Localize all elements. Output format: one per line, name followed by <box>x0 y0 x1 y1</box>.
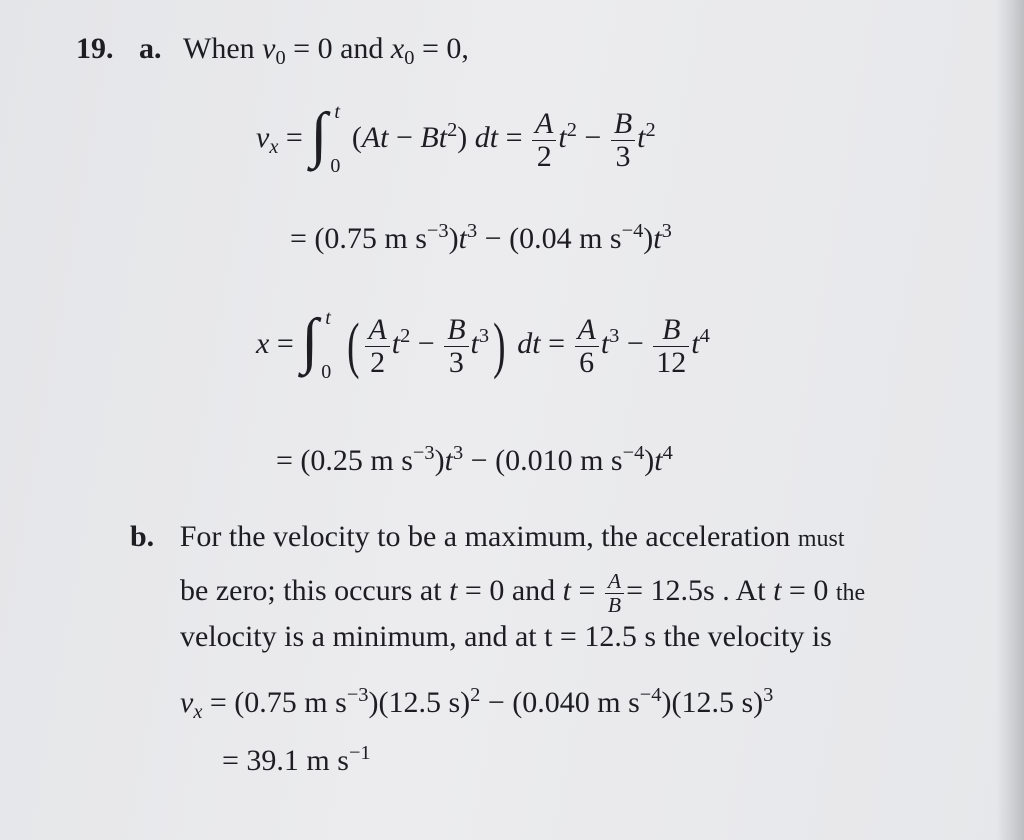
integral-sign: ∫ t 0 <box>310 101 341 177</box>
fraction-b-over-3: $\frac{B}{3}$ <box>444 314 468 378</box>
equation-vx-integral: $v_x$ = ∫ t 0 $(At - Bt^2)$ dt = $\frac{A}{2}$ $t^2$ − $\frac{B}{3}$ $t^2$ <box>256 101 656 177</box>
fraction-a-over-2: $\frac{A}{2}$ <box>365 314 389 378</box>
fraction-a-over-2: $\frac{A}{2}$ <box>532 108 556 172</box>
problem-19-intro <box>76 32 469 70</box>
equation-vx-at-12-5: $v_x = (0.75$ m $s^{-3})(12.5$ s)$^2$ − (0.040 m $s^{-4})(12.5$ s)$^3$ <box>180 683 774 724</box>
part-b-line-3: velocity is a minimum, and at t = 12.5 s the velocity is <box>180 620 832 653</box>
part-b-line-1: b. For the velocity to be a maximum, the acceleration must <box>130 520 845 553</box>
part-a-intro: When $v_0 = 0$ and $x_0 = 0$, <box>183 32 469 70</box>
fraction-b-over-12: $\frac{B}{12}$ <box>653 314 689 378</box>
page-fold-shadow <box>996 0 1024 840</box>
equation-x-numeric: = (0.25 m $s^{-3})t^3 - (0.010$ m $s^{-4})t^4$ <box>276 441 673 477</box>
equation-x-integral: x = ∫ t 0 ( $\frac{A}{2}$ $t^2$ − $\frac{B}{3}$ $t^3$) dt = $\frac{A}{6}$ $t^3$ − $\frac{B}{12}$ $t^4$ <box>256 307 710 383</box>
fraction-b-over-3: $\frac{B}{3}$ <box>611 108 635 172</box>
fraction-a-over-6: $\frac{A}{6}$ <box>575 314 599 378</box>
part-a-label: a. <box>139 32 162 65</box>
part-b-line-2: be zero; this occurs at t = 0 and t = $\frac{A}{B}$ = 12.5s . At t = 0 the <box>180 569 866 617</box>
part-b-label: b. <box>130 520 155 553</box>
fraction-a-over-b: $\frac{A}{B}$ <box>605 570 624 616</box>
integral-sign: ∫ t 0 <box>301 307 332 383</box>
problem-number: 19. <box>76 32 114 65</box>
equation-vx-numeric: = (0.75 m $s^{-3})t^3 - (0.04$ m $s^{-4})t^3$ <box>290 219 672 255</box>
equation-vx-result: = 39.1 m $s^{-1}$ <box>222 741 371 777</box>
